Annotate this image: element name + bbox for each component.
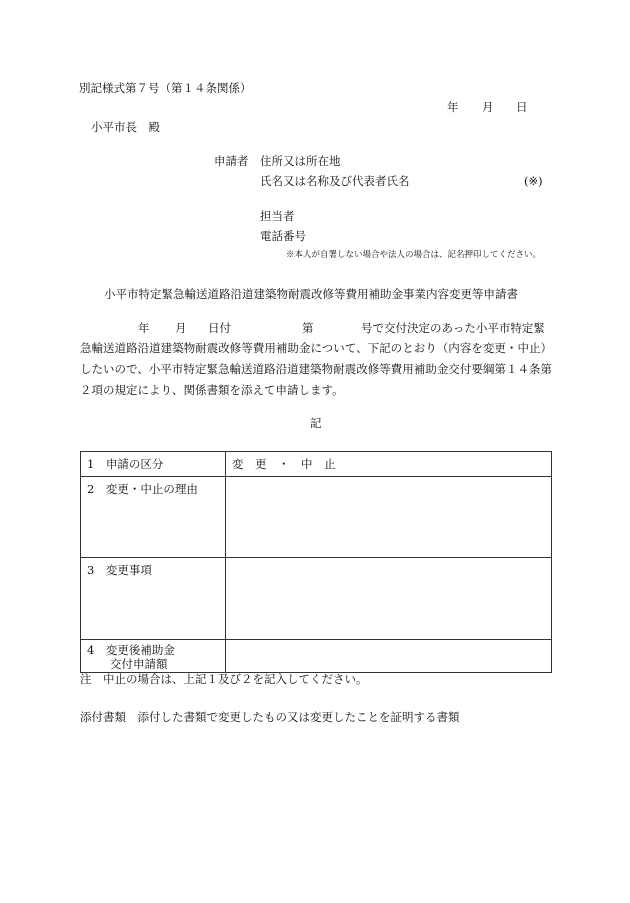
body-paragraph: 急輸送道路沿道建築物耐震改修等費用補助金について、下記のとおり（内容を変更・中止）したいので、小平市特定緊急輸送道路沿道建築物耐震改修等費用補助金交付要綱第１４条第２項の規定により、関係書類を添えて申請します。: [80, 341, 552, 397]
application-table: [80, 451, 552, 673]
row-label: [81, 452, 226, 477]
amount-field[interactable]: [226, 640, 552, 673]
row-label-text-2: 交付申請額: [110, 657, 168, 671]
body-month: 月: [175, 321, 187, 335]
body-day: 日付: [208, 321, 231, 335]
change-items-field[interactable]: [226, 558, 552, 640]
reason-field[interactable]: [226, 477, 552, 558]
table-row: [81, 452, 552, 477]
applicant-heading: 申請者: [214, 154, 249, 168]
row-number: 4: [87, 643, 95, 657]
addressee: 小平市長 殿: [91, 120, 160, 134]
body-no-prefix: 第: [302, 321, 314, 335]
address-label: 住所又は所在地: [260, 154, 341, 168]
date-month: 月: [482, 100, 494, 114]
row-label-text: 変更後補助金: [105, 643, 175, 657]
document-title: 小平市特定緊急輸送道路沿道建築物耐震改修等費用補助金事業内容変更等申請書: [104, 287, 518, 301]
table-row: [81, 640, 552, 673]
table-row: [81, 477, 552, 558]
row-label: [81, 640, 226, 673]
seal-mark: (※): [524, 174, 543, 188]
attachments: 添付書類 添付した書類で変更したもの又は変更したことを証明する書類: [80, 710, 460, 724]
footnote: 注 中止の場合は、上記１及び２を記入してください。: [80, 672, 368, 686]
row-number: 3: [87, 563, 95, 577]
name-label: 氏名又は名称及び代表者氏名: [260, 174, 410, 188]
row-label-text: 変更事項: [105, 563, 152, 577]
row-label-text: 申請の区分: [105, 457, 164, 471]
row-number: 2: [87, 482, 95, 496]
category-field[interactable]: [226, 452, 552, 477]
form-code: 別記様式第７号（第１４条関係）: [79, 81, 252, 95]
ki-heading: 記: [310, 416, 322, 430]
row-label: [81, 558, 226, 640]
row-label: [81, 477, 226, 558]
phone-label: 電話番号: [260, 229, 306, 243]
row-label-text: 変更・中止の理由: [105, 482, 198, 496]
table-row: [81, 558, 552, 640]
signature-note: ※本人が自署しない場合や法人の場合は、記名押印してください。: [286, 250, 542, 260]
row-number: 1: [87, 457, 95, 471]
category-options: 変 更 ・ 中 止: [232, 457, 336, 471]
contact-label: 担当者: [260, 209, 295, 223]
date-day: 日: [516, 100, 528, 114]
body-line1-rest: 号で交付決定のあった小平市特定緊: [361, 321, 545, 335]
date-year: 年: [447, 100, 459, 114]
body-year: 年: [138, 321, 150, 335]
